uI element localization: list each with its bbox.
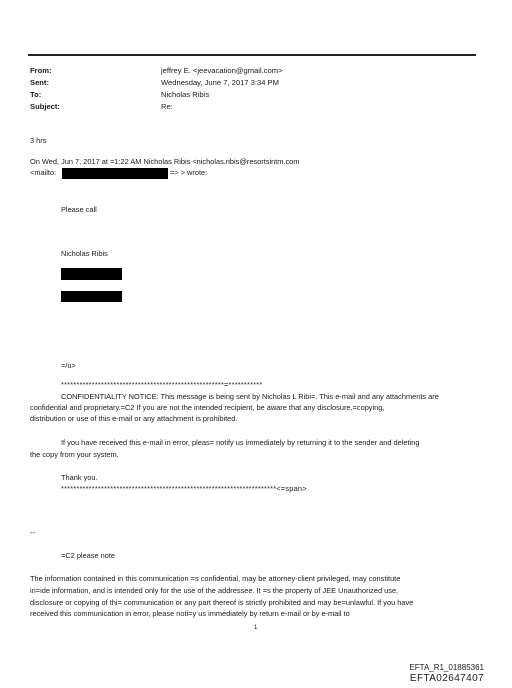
disclaimer-line: The information contained in this communication =s confidential, may be attorney-client privileged, may constitute (30, 574, 401, 583)
quote-mailto: <mailto: (30, 168, 57, 177)
bates-id-secondary: EFTA02647407 (409, 673, 484, 684)
signature-dashes: -- (30, 528, 35, 537)
disclaimer-line: disclosure or copying of thi= communication or any part thereof is strictly prohibited and may be=unlawful. If you have (30, 598, 414, 607)
redaction-box (61, 291, 122, 302)
error-notice-line: the copy from your system. (30, 450, 119, 459)
stars-separator: *****************************************************=*********** (61, 380, 263, 389)
from-label: From: (30, 66, 52, 75)
quote-header-line: On Wed, Jun 7, 2017 at =1:22 AM Nicholas Ribis <nicholas.ribis@resortsintm.com (30, 157, 300, 166)
confidentiality-notice-line: CONFIDENTIALITY NOTICE: This message is being sent by Nicholas L Ribi=. This e-mail and any attachments are (61, 392, 439, 401)
redaction-box (62, 168, 168, 179)
disclaimer-line: in=ide information, and is intended only for the use of the addressee. It =s the property of JEE Unauthorized use, (30, 586, 399, 595)
to-value: Nicholas Ribis (161, 90, 210, 99)
confidentiality-notice-line: distribution or use of this e-mail or any attachment is prohibited. (30, 414, 238, 423)
thank-you-text: Thank you. (61, 473, 98, 482)
please-note-text: =C2 please note (61, 551, 116, 560)
u-tag-text: =/u> (61, 361, 76, 370)
header-divider (28, 54, 476, 56)
to-label: To: (30, 90, 42, 99)
reply-text: 3 hrs (30, 136, 47, 145)
sent-value: Wednesday, June 7, 2017 3:34 PM (161, 78, 279, 87)
confidentiality-notice-line: confidential and proprietary.=C2 If you are not the intended recipient, be aware that any disclosure,=copying, (30, 403, 385, 412)
subject-value: Re: (161, 102, 173, 111)
bates-id-primary: EFTA_R1_01885361 (409, 663, 484, 672)
redaction-box (61, 268, 122, 280)
from-value: jeffrey E. <jeevacation@gmail.com> (161, 66, 283, 75)
subject-label: Subject: (30, 102, 60, 111)
quote-wrote: => > wrote: (170, 168, 208, 177)
stars-separator: **********************************************************************<=span> (61, 484, 307, 493)
please-call-text: Please call (61, 205, 97, 214)
error-notice-line: If you have received this e-mail in error, pleas= notify us immediately by returning it to the sender and deleting (61, 438, 420, 447)
disclaimer-line: received this communication in error, please noti=y us immediately by return e-mail or by e-mail to (30, 609, 350, 618)
signature-name: Nicholas Ribis (61, 249, 108, 258)
sent-label: Sent: (30, 78, 49, 87)
page-number: 1 (254, 625, 258, 631)
